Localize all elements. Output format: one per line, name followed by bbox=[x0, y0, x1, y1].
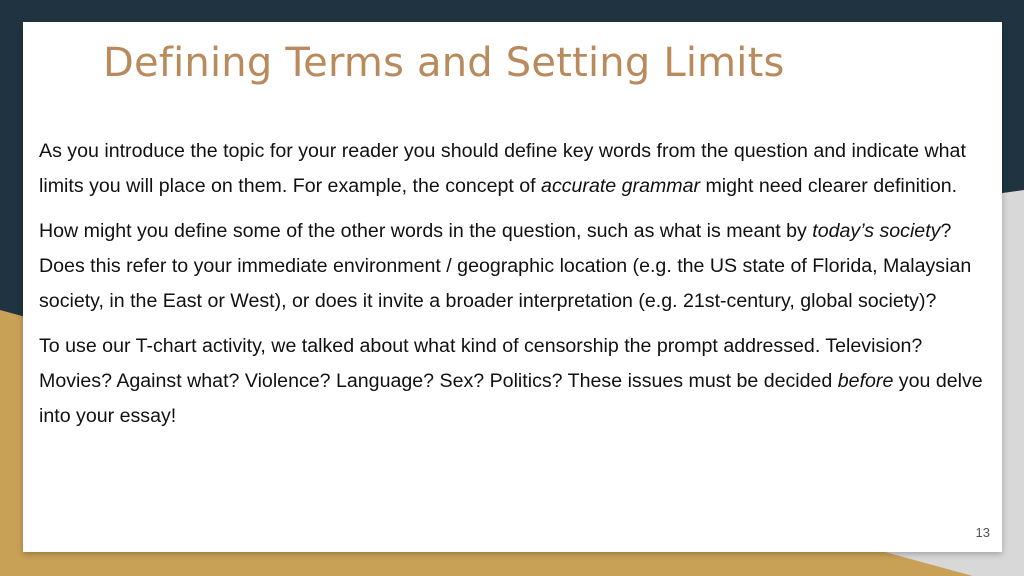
paragraph-2-text-2: ? Does this refer to your immediate environment / geographic location (e.g. the US state of Florida, Malaysian society, in the East or West), or does it invite a broader interpretation (e.g. 21st-century, global society)? bbox=[39, 220, 972, 312]
paragraph-3-text-1: To use our T-chart activity, we talked about what kind of censorship the prompt addressed. Television? Movies? Against what? Violence? Language? Sex? Politics? These issues must be decided bbox=[39, 335, 923, 392]
slide-card bbox=[23, 22, 1002, 552]
paragraph-1-text-2: might need clearer definition. bbox=[700, 175, 958, 197]
paragraph-2-text-1: How might you define some of the other words in the question, such as what is meant by bbox=[39, 220, 813, 242]
slide-body bbox=[39, 134, 989, 444]
paragraph-3-emphasis: before bbox=[837, 370, 894, 392]
paragraph-define-terms bbox=[39, 134, 989, 204]
slide-title: Defining Terms and Setting Limits bbox=[103, 40, 785, 86]
page-number: 13 bbox=[975, 525, 990, 540]
paragraph-1-text-1: As you introduce the topic for your reader you should define key words from the question and indicate what limits you will place on them. For example, the concept of bbox=[39, 140, 966, 197]
paragraph-t-chart bbox=[39, 329, 989, 434]
paragraph-1-emphasis: accurate grammar bbox=[541, 175, 701, 197]
paragraph-3-text-2: you delve into your essay! bbox=[39, 370, 983, 427]
paragraph-2-emphasis: today’s society bbox=[812, 220, 941, 242]
paragraph-other-words bbox=[39, 214, 989, 319]
